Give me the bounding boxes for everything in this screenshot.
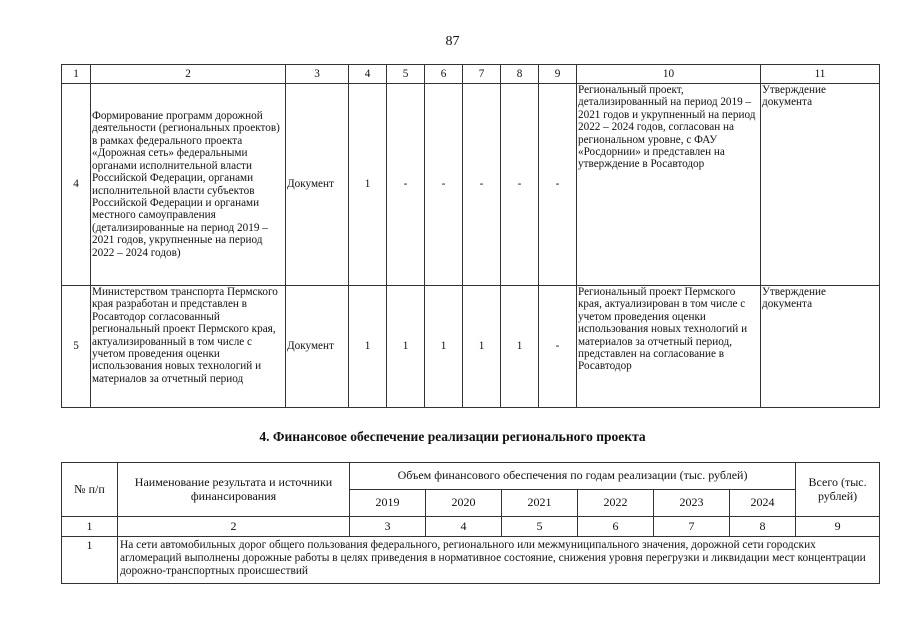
col-number: 9 [539,65,577,84]
col-number: 6 [578,517,654,537]
result-type: Документ [286,84,349,286]
table-header-row [62,65,880,84]
result-status: Утверждение документа [761,286,880,408]
value-cell: - [539,84,577,286]
col-number: 4 [349,65,387,84]
col-number: 3 [286,65,349,84]
section-title: 4. Финансовое обеспечение реализации регионального проекта [259,429,646,444]
col-number: 11 [761,65,880,84]
row-number: 4 [62,84,91,286]
results-table [61,64,880,408]
col-number: 2 [118,517,350,537]
value-cell: 1 [463,286,501,408]
header-volume: Объем финансового обеспечения по годам реализации (тыс. рублей) [350,463,796,490]
value-cell: 1 [425,286,463,408]
col-number: 4 [426,517,502,537]
col-number: 5 [502,517,578,537]
value-cell: - [463,84,501,286]
col-number: 8 [730,517,796,537]
col-number: 9 [796,517,880,537]
header-year: 2020 [426,490,502,517]
header-year: 2019 [350,490,426,517]
header-total: Всего (тыс. рублей) [796,463,880,517]
value-cell: - [539,286,577,408]
financing-table [61,462,880,584]
row-number: 5 [62,286,91,408]
header-year: 2022 [578,490,654,517]
table-header-row [62,463,880,490]
col-number: 1 [62,65,91,84]
value-cell: - [501,84,539,286]
col-number: 2 [91,65,286,84]
table-row [62,286,880,408]
result-status: Утверждение документа [761,84,880,286]
value-cell: - [425,84,463,286]
result-type: Документ [286,286,349,408]
table-row [62,537,880,584]
result-description: Региональный проект Пермского края, актуализирован в том числе с учетом проведения оценки использования новых технологий и материалов за отчетный период, представлен на согласование в Росавтодор [577,286,761,408]
col-number: 1 [62,517,118,537]
page-number: 87 [445,34,460,49]
col-number: 10 [577,65,761,84]
result-description: Региональный проект, детализированный на период 2019 – 2021 годов и укрупненный на период 2022 – 2024 годов, согласован на региональном уровне, с ФАУ «Росдорнии» и представлен на утверждение в Росавтодор [577,84,761,286]
col-number: 6 [425,65,463,84]
table-header-row [62,517,880,537]
result-name: Министерством транспорта Пермского края разработан и представлен в Росавтодор согласованный региональный проект Пермского края, актуализированный в том числе с учетом проведения оценки использования новых технологий и материалов за отчетный период [91,286,286,408]
header-year: 2024 [730,490,796,517]
header-year: 2021 [502,490,578,517]
value-cell: 1 [349,286,387,408]
col-number: 3 [350,517,426,537]
value-cell: 1 [501,286,539,408]
col-number: 7 [654,517,730,537]
header-name: Наименование результата и источники финансирования [118,463,350,517]
result-description: На сети автомобильных дорог общего пользования федерального, регионального или межмуниципального значения, дорожной сети городских агломераций выполнены дорожные работы в целях приведения в нормативное состояние, снижения уровня перегрузки и ликвидации мест концентрации дорожно-транспортных происшествий [118,537,880,584]
col-number: 8 [501,65,539,84]
header-year: 2023 [654,490,730,517]
table-row [62,84,880,286]
row-number: 1 [62,537,118,584]
value-cell: 1 [387,286,425,408]
value-cell: - [387,84,425,286]
header-num: № п/п [62,463,118,517]
value-cell: 1 [349,84,387,286]
result-name: Формирование программ дорожной деятельности (региональных проектов) в рамках федерального проекта «Дорожная сеть» федеральными органами исполнительной власти Российской Федерации, органами исполнительной власти субъектов Российской Федерации и органами местного самоуправления (детализированные на период 2019 – 2021 годов, укрупненные на период 2022 – 2024 годов) [91,84,286,286]
col-number: 5 [387,65,425,84]
col-number: 7 [463,65,501,84]
